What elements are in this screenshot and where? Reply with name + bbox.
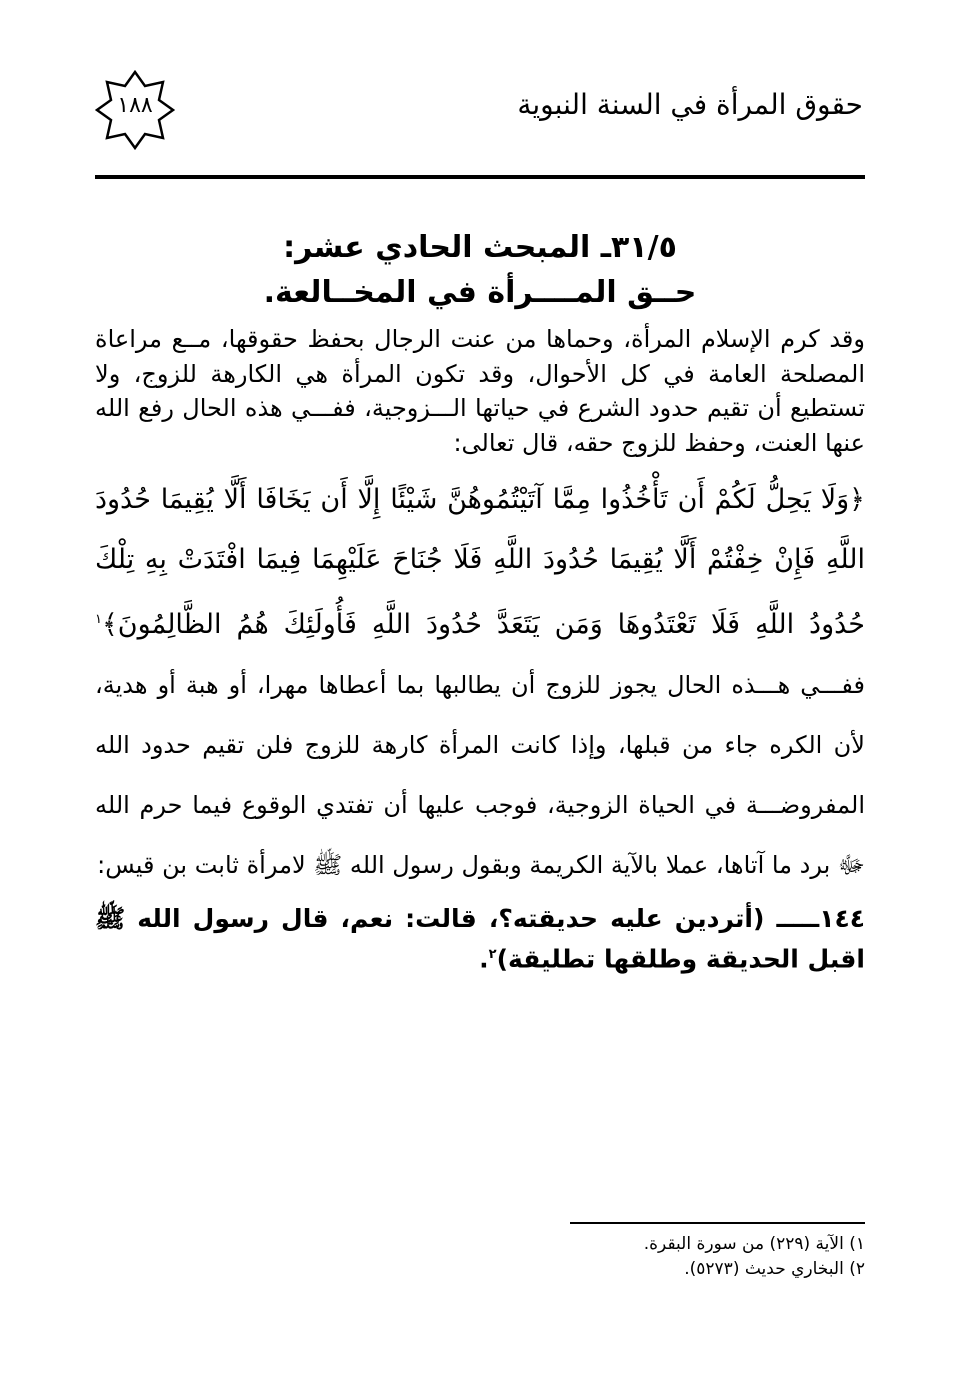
footnotes xyxy=(570,1232,865,1282)
section-heading xyxy=(95,225,865,315)
hadith-text: ١٤٤ـــــ (أتردين عليه حديقته؟، قالت: نعم، قال رسول الله ﷺ اقبل الحديقة وطلقها تطليقة) xyxy=(95,904,865,974)
page-number-badge xyxy=(95,70,175,150)
section-heading-line2: حــق المــــرأة في المخــالعة. xyxy=(263,275,697,310)
header-divider xyxy=(95,175,865,179)
quran-verse xyxy=(95,470,865,895)
verse-text: ﴿وَلَا يَحِلُّ لَكُمْ أَن تَأْخُذُوا مِمَّا آتَيْتُمُوهُنَّ شَيْئًا إِلَّا أَن يَخَافَا أَلَّا يُقِيمَا حُدُودَ اللَّهِ فَإِنْ خِفْتُمْ أَلَّا يُقِيمَا حُدُودَ اللَّهِ فَلَا جُنَاحَ عَلَيْهِمَا فِيمَا افْتَدَتْ بِهِ تِلْكَ حُدُودُ اللَّهِ فَلَا تَعْتَدُوهَا وَمَن يَتَعَدَّ حُدُودَ اللَّهِ فَأُولَئِكَ هُمُ الظَّالِمُونَ﴾ xyxy=(95,484,865,640)
section-heading-line1: ٣١/٥ـ المبحث الحادي عشر: xyxy=(283,230,677,265)
footnote-divider xyxy=(570,1222,865,1224)
page-header xyxy=(95,70,865,185)
footnote-ref-2: ٢ xyxy=(488,947,497,962)
footnote-ref-1: ١ xyxy=(95,612,102,627)
intro-paragraph xyxy=(95,322,865,460)
book-title: حقوق المرأة في السنة النبوية xyxy=(517,88,863,121)
hadith-paragraph xyxy=(95,901,865,977)
footnote-2: ٢) البخاري حديث (٥٢٧٣). xyxy=(684,1259,865,1279)
footnote-1: ١) الآية (٢٢٩) من سورة البقرة. xyxy=(643,1234,865,1254)
body-text xyxy=(95,322,865,977)
page-number: ١٨٨ xyxy=(117,93,153,118)
hadith-end: . xyxy=(479,944,489,974)
intro-text: وقد كرم الإسلام المرأة، وحماها من عنت الرجال بحفظ حقوقها، مــع مراعاة المصلحة العامة في كل الأحوال، وقد تكون المرأة هي الكارهة للزوج، ولا تستطيع أن تقيم حدود الشرع في حياتها الـــزوجية، ففـــي هذه الحال رفع الله عنها العنت، وحفظ للزوج حقه، قال تعالى: xyxy=(95,325,865,457)
after-verse-text: ففـــي هـــذه الحال يجوز للزوج أن يطالبها بما أعطاها مهرا، أو هبة أو هدية، لأن الكره جاء من قبلها، وإذا كانت المرأة كارهة للزوج فلن تقيم حدود الله المفروضـــة في الحياة الزوجية، فوجب عليها أن تفتدي الوقوع فيما حرم الله ﷻ برد ما آتاها، عملا بالآية الكريمة وبقول رسول الله ﷺ لامرأة ثابت بن قيس: xyxy=(95,671,865,879)
